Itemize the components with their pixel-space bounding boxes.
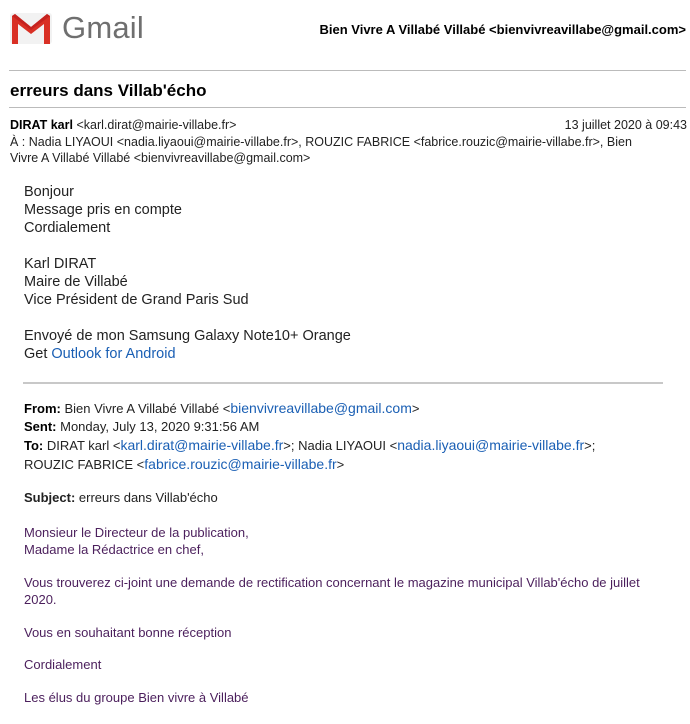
recipients-line: À : Nadia LIYAOUI <nadia.liyaoui@mairie-villabe.fr>, ROUZIC FABRICE <fabrice.rouzic@mairie-villabe.fr>, Bien Vivre A Villabé Villabé <bienvivreavillabe@gmail.com> [10, 135, 632, 165]
sent-label: Sent: [24, 419, 57, 434]
sender-name: DIRAT karl [10, 118, 73, 132]
quoted-subject-value: erreurs dans Villab'écho [78, 490, 218, 505]
to-label: To: [24, 438, 44, 453]
quote-divider [23, 382, 663, 384]
header-divider [9, 70, 686, 71]
recipient-email-link[interactable]: karl.dirat@mairie-villabe.fr [120, 437, 284, 453]
message-body [24, 183, 351, 363]
signature-name: Karl DIRAT [24, 256, 97, 272]
sender-email: <karl.dirat@mairie-villabe.fr> [76, 118, 237, 132]
quoted-greeting [24, 524, 674, 558]
gmail-logo [9, 10, 144, 46]
separator: >; [584, 438, 596, 453]
quoted-to-cont [24, 455, 664, 474]
quoted-sent [24, 418, 664, 436]
quoted-to [24, 436, 664, 455]
recipient-name: DIRAT karl < [46, 438, 121, 453]
thread-subject: erreurs dans Villab'écho [10, 81, 207, 100]
quoted-paragraph: Vous en souhaitant bonne réception [24, 625, 232, 640]
message-header [10, 118, 687, 166]
quoted-subject [24, 490, 218, 505]
quoted-from-name: Bien Vivre A Villabé Villabé < [64, 401, 231, 416]
bracket: > [336, 457, 345, 472]
quoted-paragraph: Vous trouverez ci-joint une demande de rectification concernant le magazine municipal Villab'écho de juillet 2020. [24, 575, 640, 607]
quoted-from-email-link[interactable]: bienvivreavillabe@gmail.com [230, 400, 412, 416]
quoted-from [24, 399, 664, 418]
signature-title: Maire de Villabé [24, 274, 128, 290]
quoted-sent-value: Monday, July 13, 2020 9:31:56 AM [60, 419, 260, 434]
get-label: Get [24, 346, 48, 362]
body-line: Message pris en compte [24, 202, 182, 218]
account-address: Bien Vivre A Villabé Villabé <bienvivreavillabe@gmail.com> [319, 22, 686, 37]
print-header [0, 0, 690, 60]
body-line: Cordialement [24, 220, 111, 236]
gmail-envelope-icon [9, 10, 53, 46]
get-outlook-line [24, 345, 351, 363]
message-date: 13 juillet 2020 à 09:43 [564, 118, 687, 132]
quoted-paragraph: Cordialement [24, 657, 102, 672]
sent-from-line: Envoyé de mon Samsung Galaxy Note10+ Orange [24, 328, 351, 344]
from-label: From: [24, 401, 61, 416]
recipient-name: ROUZIC FABRICE < [24, 457, 145, 472]
subject-divider [9, 107, 686, 108]
signature-title-2: Vice Président de Grand Paris Sud [24, 292, 249, 308]
recipient-name: >; Nadia LIYAOUI < [283, 438, 398, 453]
gmail-wordmark: Gmail [62, 10, 144, 45]
sender [10, 118, 236, 134]
quoted-header [24, 399, 664, 474]
quoted-signature: Les élus du groupe Bien vivre à Villabé [24, 690, 249, 705]
outlook-link[interactable]: Outlook for Android [51, 346, 176, 362]
quoted-line: Madame la Rédactrice en chef, [24, 542, 204, 557]
quoted-line: Monsieur le Directeur de la publication, [24, 525, 249, 540]
subject-label: Subject: [24, 490, 76, 505]
sender-line [10, 118, 687, 134]
body-line: Bonjour [24, 184, 74, 200]
recipient-email-link[interactable]: fabrice.rouzic@mairie-villabe.fr [144, 456, 337, 472]
bracket: > [411, 401, 420, 416]
recipient-email-link[interactable]: nadia.liyaoui@mairie-villabe.fr [397, 437, 585, 453]
